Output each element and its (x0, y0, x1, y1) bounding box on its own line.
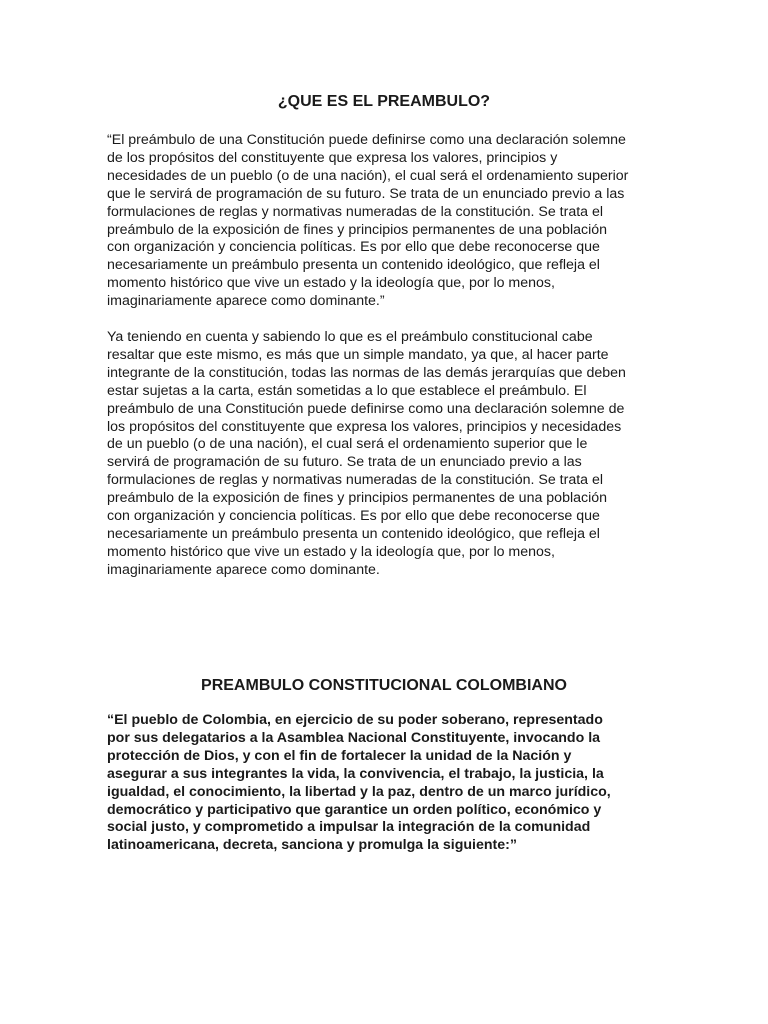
paragraph-explanation: Ya teniendo en cuenta y sabiendo lo que es el preámbulo constitucional cabe resaltar que este mismo, es más que un simple mandato, ya que, al hacer parte integrante de la constitución, todas las normas de las demás jerarquías que deben estar sujetas a la carta, están sometidas a lo que establece el preámbulo. El preámbulo de una Constitución puede definirse como una declaración solemne de los propósitos del constituyente que expresa los valores, principios y necesidades de un pueblo (o de una nación), el cual será el ordenamiento superior que le servirá de programación de su futuro. Se trata de un enunciado previo a las formulaciones de reglas y normativas numeradas de la constitución. Se trata el preámbulo de la exposición de fines y principios permanentes de una población con organización y conciencia políticas. Es por ello que debe reconocerse que necesariamente un preámbulo presenta un contenido ideológico, que refleja el momento histórico que vive un estado y la ideología que, por lo menos, imaginariamente aparece como dominante. (107, 329, 626, 578)
section-title-preambulo-colombiano: PREAMBULO CONSTITUCIONAL COLOMBIANO (201, 677, 567, 694)
paragraph-definition-quote: “El preámbulo de una Constitución puede definirse como una declaración solemne de los propósitos del constituyente que expresa los valores, principios y necesidades de un pueblo (o de una nación), el cual será el ordenamiento superior que le servirá de programación de su futuro. Se trata de un enunciado previo a las formulaciones de reglas y normativas numeradas de la constitución. Se trata el preámbulo de la exposición de fines y principios permanentes de una población con organización y conciencia políticas. Es por ello que debe reconocerse que necesariamente un preámbulo presenta un contenido ideológico, que refleja el momento histórico que vive un estado y la ideología que, por lo menos, imaginariamente aparece como dominante.” (107, 132, 629, 310)
paragraph-colombian-preamble: “El pueblo de Colombia, en ejercicio de su poder soberano, representado por sus delegatarios a la Asamblea Nacional Constituyente, invocando la protección de Dios, y con el fin de fortalecer la unidad de la Nación y asegurar a sus integrantes la vida, la convivencia, el trabajo, la justicia, la igualdad, el conocimiento, la libertad y la paz, dentro de un marco jurídico, democrático y participativo que garantice un orden político, económico y social justo, y comprometido a impulsar la integración de la comunidad latinoamericana, decreta, sanciona y promulga la siguiente:” (107, 712, 611, 854)
section-title-que-es-el-preambulo: ¿QUE ES EL PREAMBULO? (277, 93, 491, 110)
